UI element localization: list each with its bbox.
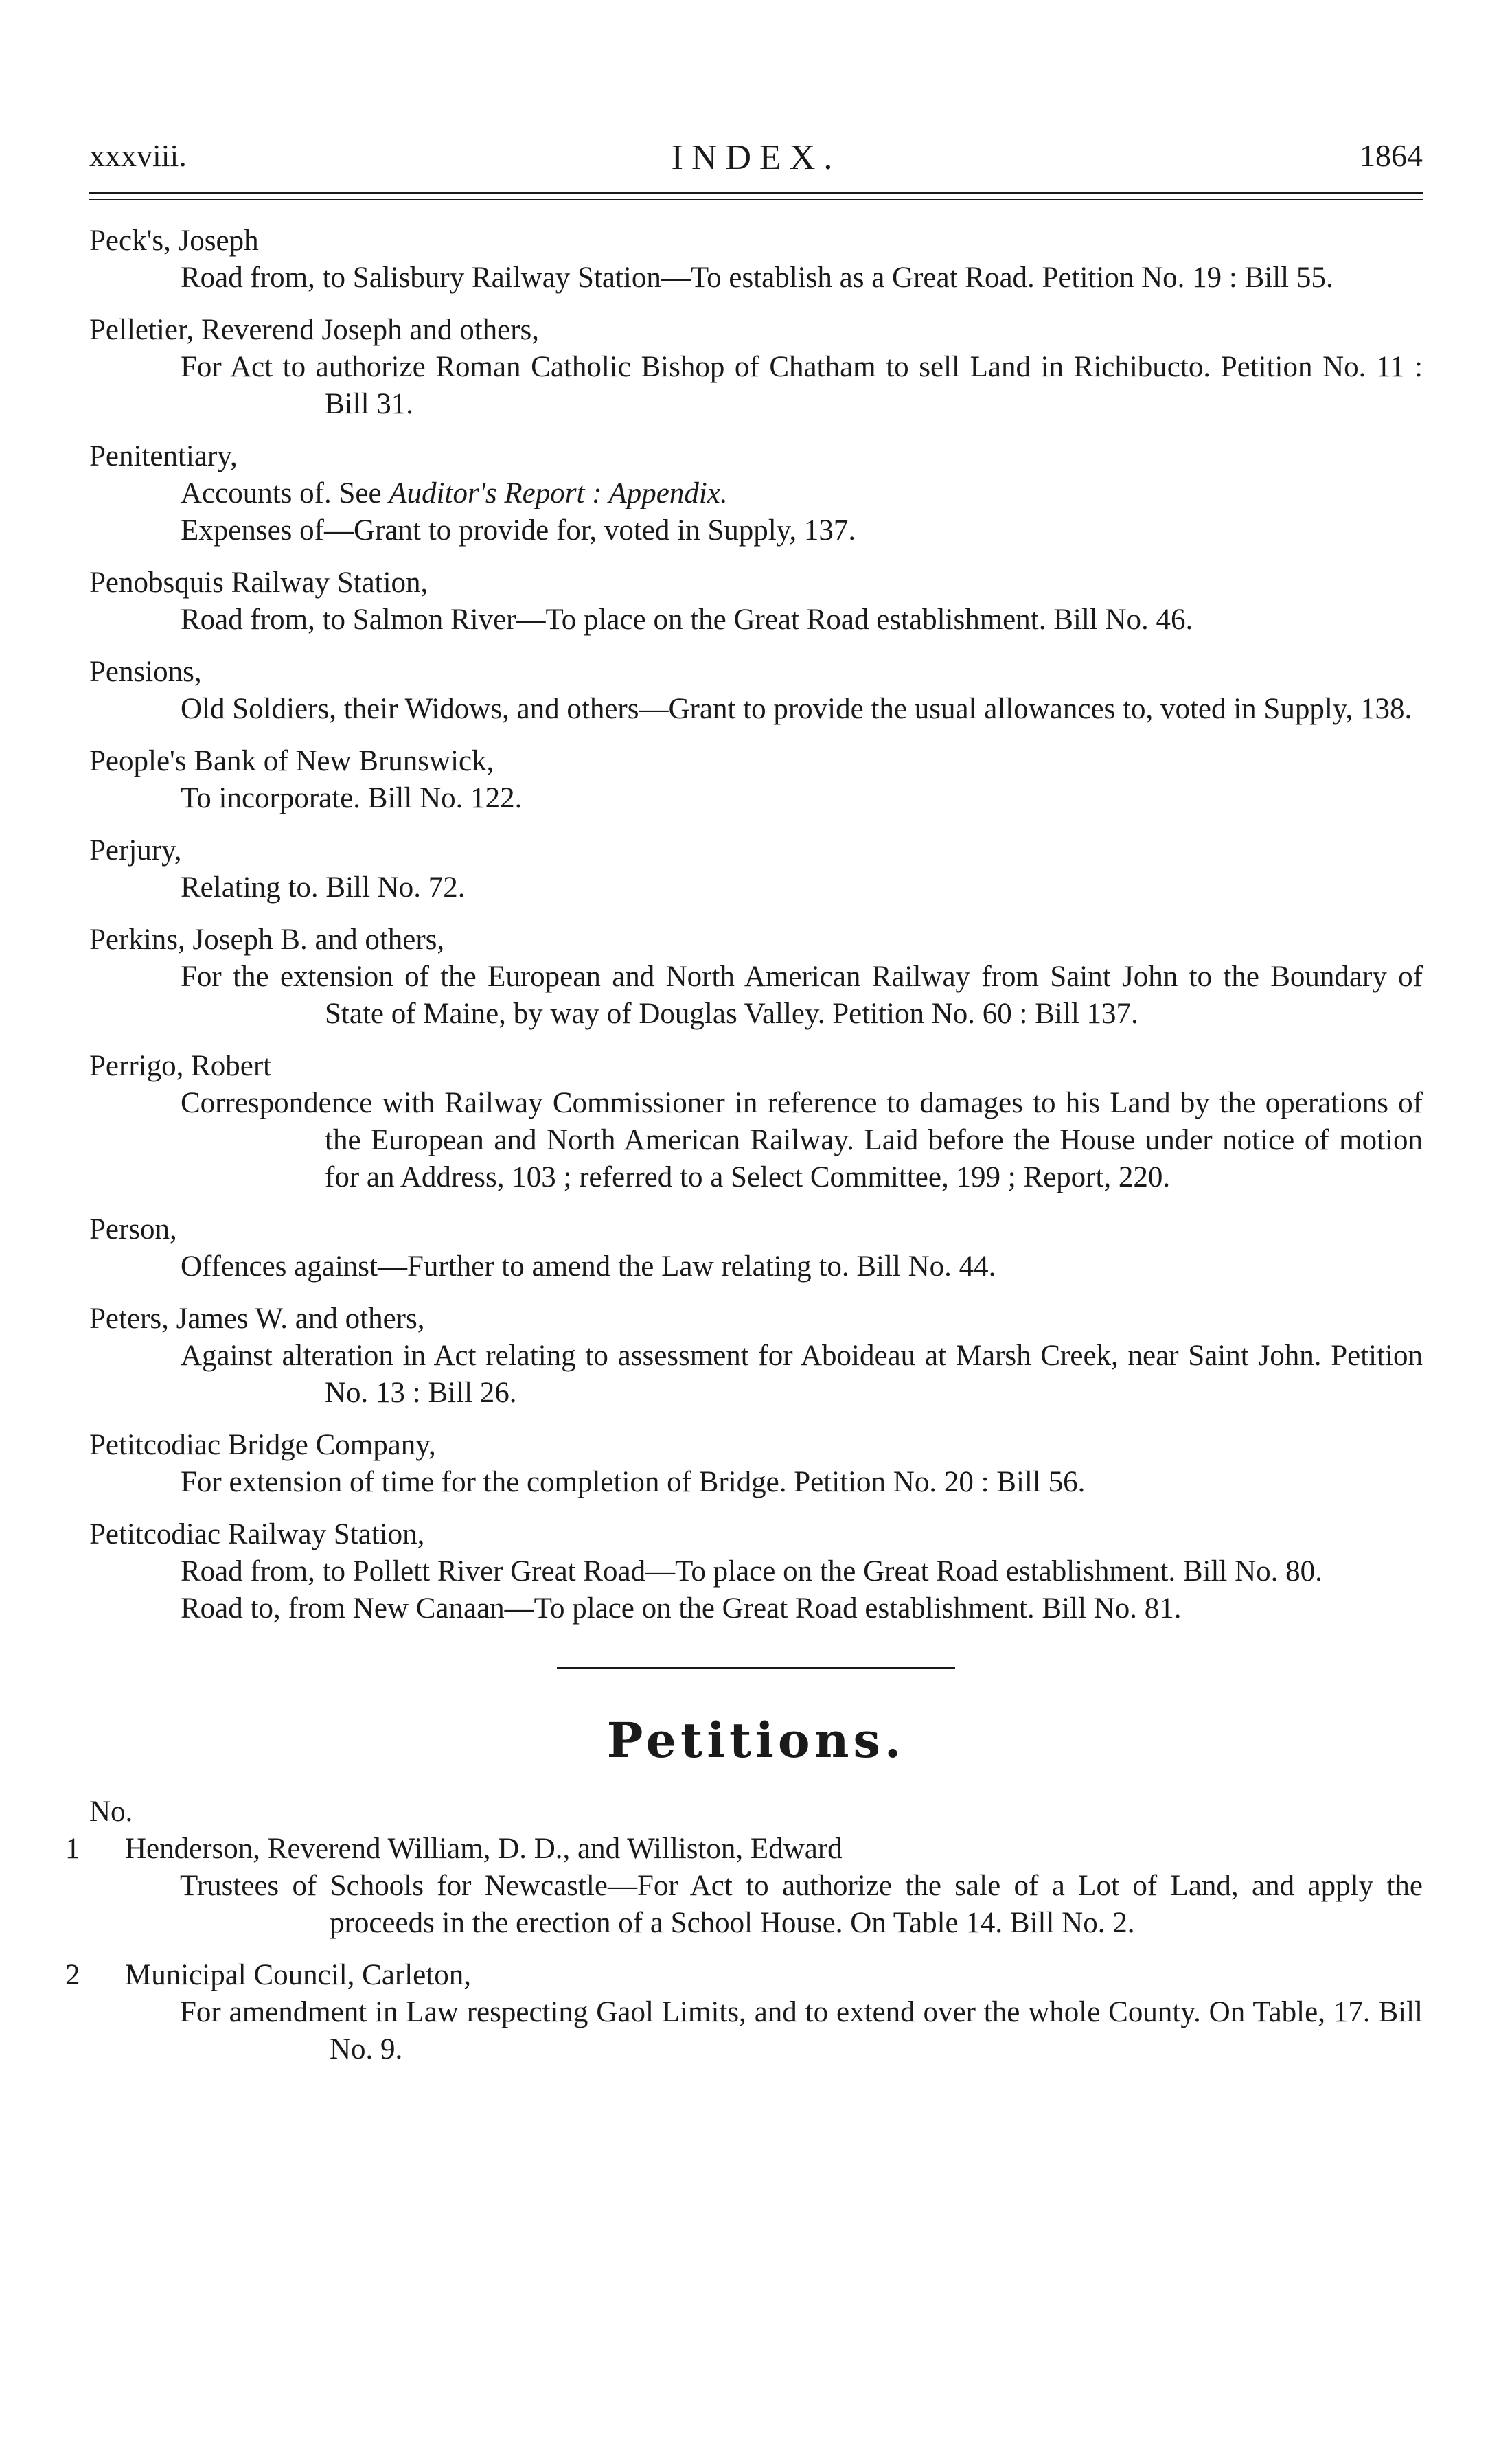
entry-heading: Perkins, Joseph B. and others, bbox=[89, 924, 445, 956]
entry-heading: Pelletier, Reverend Joseph and others, bbox=[89, 314, 540, 346]
petition-detail: Trustees of Schools for Newcastle—For Act to authorize the sale of a Lot of Land, and apply the proceeds in the erection of a School House. On Table 14. Bill No. 2. bbox=[180, 1870, 1423, 1939]
petition-number: 1 bbox=[65, 1833, 80, 1865]
index-entry bbox=[89, 1048, 1423, 1196]
entry-heading: Peters, James W. and others, bbox=[89, 1303, 425, 1335]
entry-heading: Pensions, bbox=[89, 656, 202, 688]
entry-detail: Old Soldiers, their Widows, and others—Grant to provide the usual allowances to, voted in Supply, 138. bbox=[181, 693, 1412, 725]
petitions-list bbox=[65, 1831, 1423, 2068]
entry-detail: Expenses of—Grant to provide for, voted in Supply, 137. bbox=[181, 514, 856, 547]
entry-detail: Relating to. Bill No. 72. bbox=[181, 871, 466, 904]
page-number: xxxviii. bbox=[89, 138, 187, 173]
index-entry bbox=[89, 564, 1423, 639]
petition-heading bbox=[65, 1831, 1423, 1868]
petition-number: 2 bbox=[65, 1959, 80, 1991]
section-divider bbox=[557, 1667, 955, 1669]
accounts-reference: Auditor's Report : Appendix. bbox=[389, 477, 728, 509]
index-entry bbox=[89, 438, 1423, 549]
entry-detail: Correspondence with Railway Commissioner in reference to damages to his Land by the operations of the European and North American Railway. Laid before the House under notice of motion for an Address, 103 ; referred to a Select Committee, 199 ; Report, 220. bbox=[181, 1087, 1423, 1193]
entry-detail: Road from, to Salisbury Railway Station—To establish as a Great Road. Petition No. 19 : Bill 55. bbox=[181, 262, 1333, 294]
index-entry bbox=[89, 921, 1423, 1033]
petition-detail: For amendment in Law respecting Gaol Limits, and to extend over the whole County. On Table, 17. Bill No. 9. bbox=[180, 1996, 1423, 2065]
entry-detail: Against alteration in Act relating to assessment for Aboideau at Marsh Creek, near Saint John. Petition No. 13 : Bill 26. bbox=[181, 1340, 1423, 1409]
accounts-prefix: Accounts of. See bbox=[181, 477, 389, 509]
petition-entry bbox=[65, 1957, 1423, 2068]
page-year: 1864 bbox=[1360, 138, 1423, 173]
page-header bbox=[89, 137, 1423, 185]
entry-detail: Road from, to Salmon River—To place on the Great Road establishment. Bill No. 46. bbox=[181, 604, 1193, 636]
index-entry bbox=[89, 1301, 1423, 1412]
entry-detail: Road from, to Pollett River Great Road—To place on the Great Road establishment. Bill No. 80. bbox=[181, 1555, 1322, 1588]
header-rule bbox=[89, 192, 1423, 194]
index-entry bbox=[89, 1427, 1423, 1501]
index-entry bbox=[89, 743, 1423, 817]
index-entries bbox=[89, 222, 1423, 1627]
index-entry bbox=[89, 1516, 1423, 1627]
petitions-heading: Petitions. bbox=[606, 1712, 906, 1769]
entry-heading: Penobsquis Railway Station, bbox=[89, 566, 428, 599]
index-entry bbox=[89, 312, 1423, 423]
entry-heading: Peck's, Joseph bbox=[89, 225, 259, 257]
entry-detail: Road to, from New Canaan—To place on the Great Road establishment. Bill No. 81. bbox=[181, 1592, 1182, 1625]
index-entry bbox=[89, 654, 1423, 728]
entry-detail: For Act to authorize Roman Catholic Bishop of Chatham to sell Land in Richibucto. Petition No. 11 : Bill 31. bbox=[181, 351, 1423, 420]
index-entry bbox=[89, 222, 1423, 297]
entry-heading: Petitcodiac Bridge Company, bbox=[89, 1429, 436, 1461]
petition-petitioner: Henderson, Reverend William, D. D., and Williston, Edward bbox=[125, 1833, 843, 1865]
entry-heading: Penitentiary, bbox=[89, 440, 238, 472]
entry-heading: Person, bbox=[89, 1213, 177, 1246]
entry-detail: For extension of time for the completion of Bridge. Petition No. 20 : Bill 56. bbox=[181, 1466, 1086, 1498]
index-entry bbox=[89, 832, 1423, 906]
page-title: INDEX. bbox=[671, 138, 841, 177]
entry-detail bbox=[89, 475, 1423, 512]
petition-entry bbox=[65, 1831, 1423, 1942]
header-rule-thin bbox=[89, 199, 1423, 200]
number-column-label: No. bbox=[89, 1796, 133, 1828]
entry-detail: For the extension of the European and North American Railway from Saint John to the Boundary of State of Maine, by way of Douglas Valley. Petition No. 60 : Bill 137. bbox=[181, 961, 1423, 1030]
petition-heading bbox=[65, 1957, 1423, 1994]
entry-heading: Perjury, bbox=[89, 834, 182, 867]
entry-detail: Offences against—Further to amend the Law relating to. Bill No. 44. bbox=[181, 1250, 996, 1283]
entry-heading: Perrigo, Robert bbox=[89, 1050, 272, 1082]
index-entry bbox=[89, 1211, 1423, 1285]
petition-petitioner: Municipal Council, Carleton, bbox=[125, 1959, 471, 1991]
entry-detail: To incorporate. Bill No. 122. bbox=[181, 782, 523, 814]
entry-heading: People's Bank of New Brunswick, bbox=[89, 745, 494, 777]
entry-heading: Petitcodiac Railway Station, bbox=[89, 1518, 425, 1550]
